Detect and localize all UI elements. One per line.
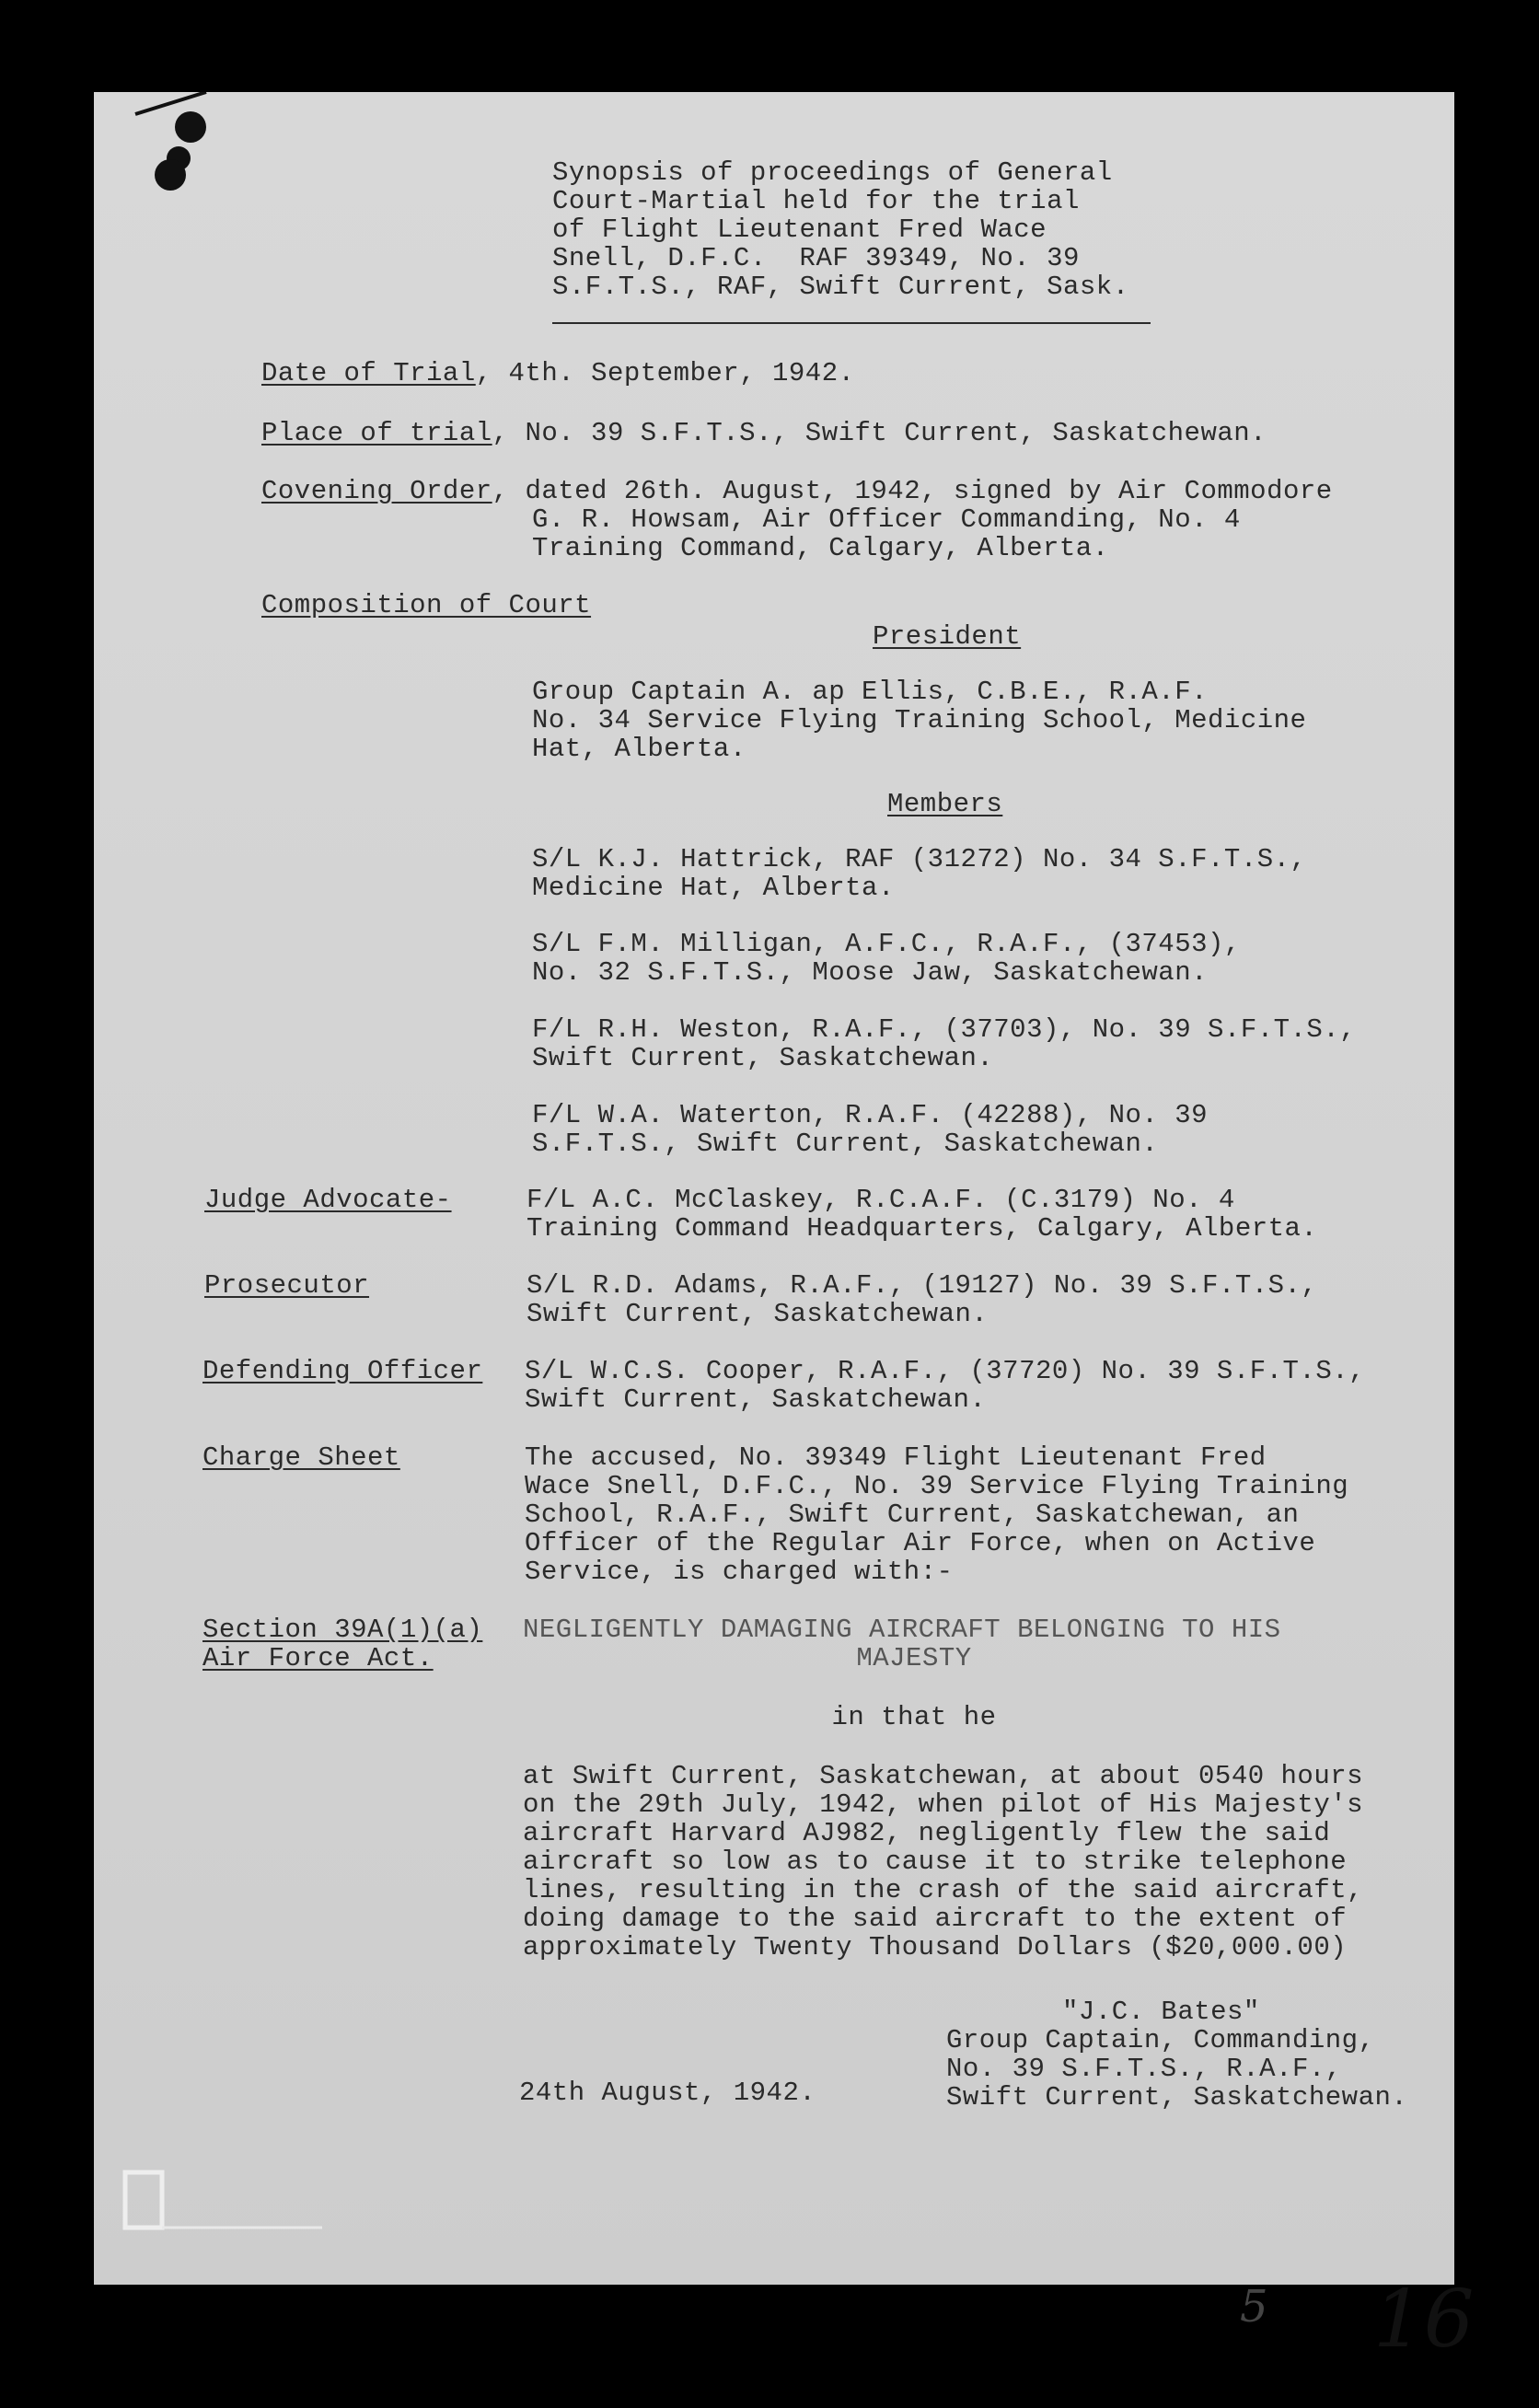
handwritten-mark: 5 <box>1240 2281 1268 2333</box>
particulars-line: aircraft Harvard AJ982, negligently flew the said <box>523 1818 1331 1848</box>
particulars-line: doing damage to the said aircraft to the extent of <box>523 1904 1348 1934</box>
particulars-line: at Swift Current, Saskatchewan, at about 0540 hours <box>523 1761 1364 1791</box>
prosecutor-label: Prosecutor <box>204 1270 370 1301</box>
header-rule <box>552 322 1151 324</box>
signature-line: No. 39 S.F.T.S., R.A.F., <box>946 2054 1342 2084</box>
date-of-trial-value: , 4th. September, 1942. <box>475 358 855 388</box>
prosecutor-line: Swift Current, Saskatchewan. <box>526 1299 989 1329</box>
member-line: Swift Current, Saskatchewan. <box>532 1043 994 1073</box>
defending-officer-line: S/L W.C.S. Cooper, R.A.F., (37720) No. 39 S.F.T.S., <box>525 1356 1366 1386</box>
members-heading: Members <box>887 789 1003 819</box>
covening-order-line: Training Command, Calgary, Alberta. <box>532 533 1109 563</box>
particulars-line: aircraft so low as to cause it to strike telephone <box>523 1847 1348 1877</box>
section-label: Section 39A(1)(a) <box>202 1615 483 1645</box>
member-line: F/L R.H. Weston, R.A.F., (37703), No. 39 S.F.T.S., <box>532 1014 1357 1045</box>
member-line: S/L K.J. Hattrick, RAF (31272) No. 34 S.F.T.S., <box>532 844 1307 874</box>
header-line: Court-Martial held for the trial <box>552 186 1080 216</box>
pen-marks <box>112 92 223 276</box>
judge-advocate-line: Training Command Headquarters, Calgary, Alberta. <box>526 1213 1318 1244</box>
president-line: Group Captain A. ap Ellis, C.B.E., R.A.F. <box>532 677 1209 707</box>
president-line: Hat, Alberta. <box>532 734 746 764</box>
president-line: No. 34 Service Flying Training School, Medicine <box>532 705 1307 735</box>
covening-order-line: , dated 26th. August, 1942, signed by Air Commodore <box>492 476 1333 506</box>
signature-name: "J.C. Bates" <box>1062 1997 1260 2027</box>
member-line: No. 32 S.F.T.S., Moose Jaw, Saskatchewan. <box>532 957 1209 988</box>
place-of-trial-label: Place of trial <box>261 418 492 448</box>
prosecutor-line: S/L R.D. Adams, R.A.F., (19127) No. 39 S.F.T.S., <box>526 1270 1318 1301</box>
covening-order <box>261 477 1333 505</box>
header-line: Snell, D.F.C. RAF 39349, No. 39 <box>552 243 1080 273</box>
judge-advocate-label: Judge Advocate- <box>204 1185 452 1215</box>
covening-order-line: G. R. Howsam, Air Officer Commanding, No. 4 <box>532 504 1241 535</box>
particulars-line: approximately Twenty Thousand Dollars ($20,000.00) <box>523 1932 1348 1962</box>
date-of-trial <box>261 359 855 388</box>
signature-line: Swift Current, Saskatchewan. <box>946 2082 1408 2113</box>
place-of-trial-value: , No. 39 S.F.T.S., Swift Current, Saskatchewan. <box>492 418 1267 448</box>
member-line: F/L W.A. Waterton, R.A.F. (42288), No. 39 <box>532 1100 1209 1130</box>
header-line: S.F.T.S., RAF, Swift Current, Sask. <box>552 272 1129 302</box>
charge-sheet-line: The accused, No. 39349 Flight Lieutenant Fred <box>525 1442 1267 1473</box>
signature-line: Group Captain, Commanding, <box>946 2025 1375 2055</box>
faint-stamp <box>120 2154 331 2255</box>
handwritten-page-number: 16 <box>1373 2274 1475 2366</box>
charge-sheet-line: School, R.A.F., Swift Current, Saskatchewan, an <box>525 1499 1300 1530</box>
charge-sheet-line: Officer of the Regular Air Force, when on Active <box>525 1528 1316 1558</box>
in-that-he: in that he <box>831 1702 997 1732</box>
member-line: Medicine Hat, Alberta. <box>532 873 895 903</box>
charge-statement: MAJESTY <box>856 1643 972 1673</box>
charge-sheet-line: Service, is charged with:- <box>525 1557 954 1587</box>
judge-advocate-line: F/L A.C. McClaskey, R.C.A.F. (C.3179) No. 4 <box>526 1185 1235 1215</box>
date-of-trial-label: Date of Trial <box>261 358 476 388</box>
document-page <box>94 92 1475 2366</box>
place-of-trial <box>261 419 1267 447</box>
member-line: S/L F.M. Milligan, A.F.C., R.A.F., (37453), <box>532 929 1241 959</box>
defending-officer-line: Swift Current, Saskatchewan. <box>525 1384 987 1415</box>
defending-officer-label: Defending Officer <box>202 1356 483 1386</box>
composition-label: Composition of Court <box>261 590 592 620</box>
particulars-line: lines, resulting in the crash of the said aircraft, <box>523 1875 1364 1905</box>
header-line: Synopsis of proceedings of General <box>552 157 1113 188</box>
president-heading: President <box>873 621 1022 652</box>
sign-date: 24th August, 1942. <box>519 2078 816 2108</box>
section-label: Air Force Act. <box>202 1643 434 1673</box>
particulars-line: on the 29th July, 1942, when pilot of His Majesty's <box>523 1789 1364 1820</box>
charge-sheet-line: Wace Snell, D.F.C., No. 39 Service Flying Training <box>525 1471 1349 1501</box>
covening-order-label: Covening Order <box>261 476 492 506</box>
header-line: of Flight Lieutenant Fred Wace <box>552 214 1047 245</box>
charge-statement: NEGLIGENTLY DAMAGING AIRCRAFT BELONGING TO HIS <box>523 1615 1281 1645</box>
member-line: S.F.T.S., Swift Current, Saskatchewan. <box>532 1129 1159 1159</box>
charge-sheet-label: Charge Sheet <box>202 1442 400 1473</box>
